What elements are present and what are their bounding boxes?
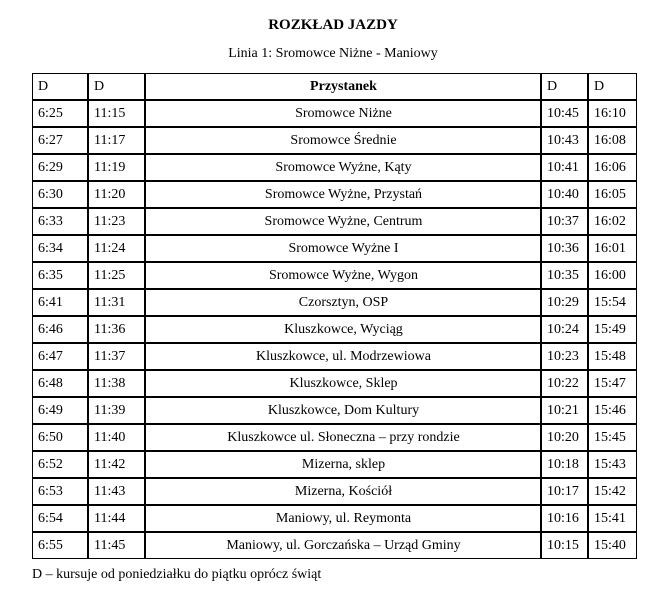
time-return-1: 10:24 <box>541 316 588 343</box>
time-outbound-2: 11:37 <box>88 343 145 370</box>
table-row <box>32 397 637 424</box>
time-return-1: 10:40 <box>541 181 588 208</box>
table-row <box>32 289 637 316</box>
time-outbound-1: 6:53 <box>32 478 88 505</box>
stop-name: Sromowce Wyżne, Kąty <box>145 154 541 181</box>
timetable-header-row <box>32 73 637 100</box>
time-return-2: 16:08 <box>588 127 637 154</box>
time-outbound-1: 6:54 <box>32 505 88 532</box>
time-return-1: 10:15 <box>541 532 588 559</box>
time-outbound-1: 6:34 <box>32 235 88 262</box>
time-return-1: 10:23 <box>541 343 588 370</box>
time-return-1: 10:18 <box>541 451 588 478</box>
table-row <box>32 451 637 478</box>
table-row <box>32 424 637 451</box>
stop-name: Kluszkowce, ul. Modrzewiowa <box>145 343 541 370</box>
time-outbound-2: 11:43 <box>88 478 145 505</box>
time-outbound-2: 11:19 <box>88 154 145 181</box>
stop-name: Sromowce Wyżne, Centrum <box>145 208 541 235</box>
time-outbound-2: 11:38 <box>88 370 145 397</box>
time-outbound-1: 6:48 <box>32 370 88 397</box>
table-row <box>32 208 637 235</box>
stop-name: Kluszkowce, Sklep <box>145 370 541 397</box>
time-return-1: 10:20 <box>541 424 588 451</box>
time-return-1: 10:36 <box>541 235 588 262</box>
stop-name: Maniowy, ul. Reymonta <box>145 505 541 532</box>
time-return-2: 16:00 <box>588 262 637 289</box>
time-outbound-1: 6:25 <box>32 100 88 127</box>
header-stop: Przystanek <box>145 73 541 100</box>
stop-name: Sromowce Niżne <box>145 100 541 127</box>
time-return-2: 15:48 <box>588 343 637 370</box>
time-outbound-1: 6:41 <box>32 289 88 316</box>
time-return-2: 15:47 <box>588 370 637 397</box>
time-return-1: 10:29 <box>541 289 588 316</box>
table-row <box>32 235 637 262</box>
header-departure-4: D <box>588 73 637 100</box>
line-subtitle: Linia 1: Sromowce Niżne - Maniowy <box>228 46 438 61</box>
table-row <box>32 181 637 208</box>
header-departure-3: D <box>541 73 588 100</box>
time-outbound-1: 6:30 <box>32 181 88 208</box>
stop-name: Maniowy, ul. Gorczańska – Urząd Gminy <box>145 532 541 559</box>
time-outbound-1: 6:29 <box>32 154 88 181</box>
table-row <box>32 370 637 397</box>
time-outbound-2: 11:36 <box>88 316 145 343</box>
time-outbound-2: 11:23 <box>88 208 145 235</box>
stop-name: Kluszkowce, Dom Kultury <box>145 397 541 424</box>
time-outbound-2: 11:44 <box>88 505 145 532</box>
stop-name: Sromowce Średnie <box>145 127 541 154</box>
stop-name: Sromowce Wyżne, Wygon <box>145 262 541 289</box>
time-return-1: 10:43 <box>541 127 588 154</box>
table-row <box>32 316 637 343</box>
header-departure-2: D <box>88 73 145 100</box>
time-outbound-2: 11:31 <box>88 289 145 316</box>
table-row <box>32 154 637 181</box>
time-outbound-2: 11:17 <box>88 127 145 154</box>
table-row <box>32 343 637 370</box>
time-outbound-2: 11:15 <box>88 100 145 127</box>
time-return-1: 10:21 <box>541 397 588 424</box>
time-return-2: 15:42 <box>588 478 637 505</box>
table-row <box>32 505 637 532</box>
time-return-2: 15:41 <box>588 505 637 532</box>
timetable <box>32 73 637 559</box>
time-return-2: 15:40 <box>588 532 637 559</box>
time-return-2: 16:02 <box>588 208 637 235</box>
time-return-1: 10:41 <box>541 154 588 181</box>
time-outbound-1: 6:50 <box>32 424 88 451</box>
time-return-1: 10:37 <box>541 208 588 235</box>
header-departure-1: D <box>32 73 88 100</box>
timetable-body <box>32 100 637 559</box>
time-return-2: 16:01 <box>588 235 637 262</box>
time-outbound-1: 6:33 <box>32 208 88 235</box>
document-title: ROZKŁAD JAZDY <box>268 17 398 33</box>
time-return-2: 15:45 <box>588 424 637 451</box>
time-outbound-2: 11:42 <box>88 451 145 478</box>
stop-name: Kluszkowce, Wyciąg <box>145 316 541 343</box>
time-return-2: 15:54 <box>588 289 637 316</box>
stop-name: Sromowce Wyżne, Przystań <box>145 181 541 208</box>
footnote: D – kursuje od poniedziałku do piątku oprócz świąt <box>32 567 322 582</box>
table-row <box>32 100 637 127</box>
time-return-2: 15:46 <box>588 397 637 424</box>
stop-name: Czorsztyn, OSP <box>145 289 541 316</box>
time-outbound-2: 11:20 <box>88 181 145 208</box>
time-return-2: 16:10 <box>588 100 637 127</box>
time-outbound-2: 11:25 <box>88 262 145 289</box>
time-return-1: 10:17 <box>541 478 588 505</box>
time-outbound-2: 11:45 <box>88 532 145 559</box>
time-outbound-1: 6:55 <box>32 532 88 559</box>
time-outbound-1: 6:47 <box>32 343 88 370</box>
time-outbound-1: 6:35 <box>32 262 88 289</box>
table-row <box>32 532 637 559</box>
time-return-1: 10:22 <box>541 370 588 397</box>
stop-name: Mizerna, Kościół <box>145 478 541 505</box>
stop-name: Sromowce Wyżne I <box>145 235 541 262</box>
table-row <box>32 262 637 289</box>
time-return-2: 16:05 <box>588 181 637 208</box>
time-return-1: 10:45 <box>541 100 588 127</box>
table-row <box>32 478 637 505</box>
time-return-2: 16:06 <box>588 154 637 181</box>
time-outbound-1: 6:49 <box>32 397 88 424</box>
stop-name: Mizerna, sklep <box>145 451 541 478</box>
time-outbound-2: 11:24 <box>88 235 145 262</box>
time-return-2: 15:49 <box>588 316 637 343</box>
time-return-2: 15:43 <box>588 451 637 478</box>
time-outbound-2: 11:40 <box>88 424 145 451</box>
time-outbound-1: 6:52 <box>32 451 88 478</box>
time-return-1: 10:35 <box>541 262 588 289</box>
time-outbound-1: 6:27 <box>32 127 88 154</box>
stop-name: Kluszkowce ul. Słoneczna – przy rondzie <box>145 424 541 451</box>
table-row <box>32 127 637 154</box>
time-outbound-1: 6:46 <box>32 316 88 343</box>
time-outbound-2: 11:39 <box>88 397 145 424</box>
time-return-1: 10:16 <box>541 505 588 532</box>
